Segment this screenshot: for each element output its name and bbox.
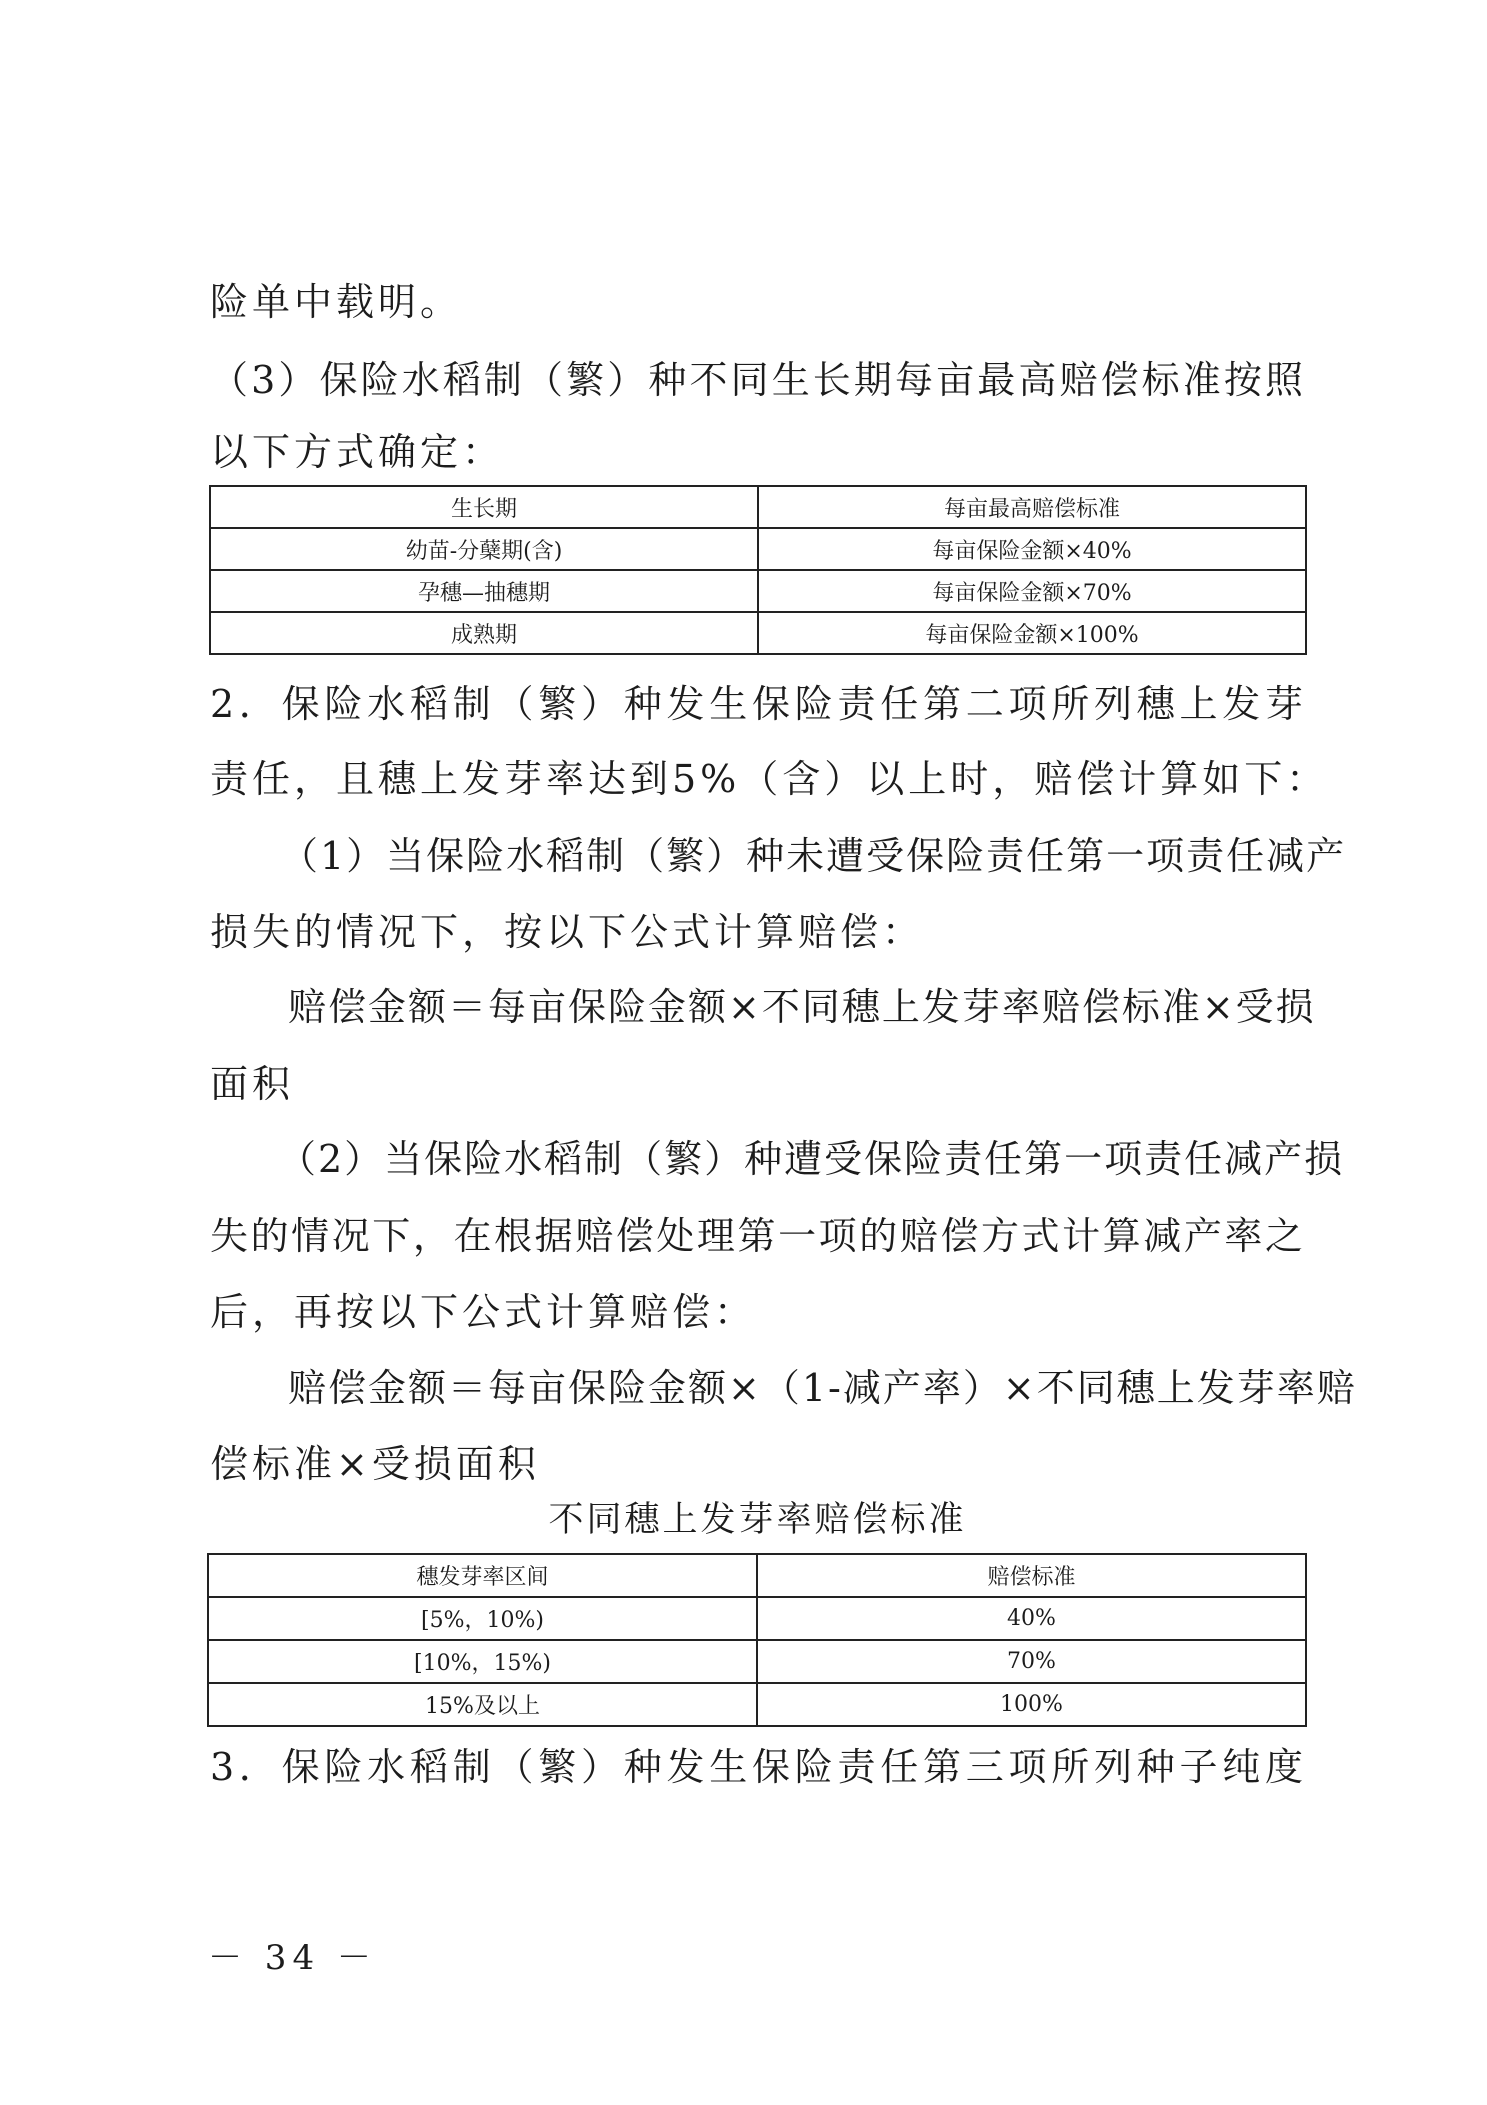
paragraph-line: 2．保险水稻制（繁）种发生保险责任第二项所列穗上发芽 bbox=[210, 682, 1305, 726]
table-cell: 每亩保险金额×70% bbox=[758, 570, 1306, 612]
paragraph-line: 失的情况下，在根据赔偿处理第一项的赔偿方式计算减产率之 bbox=[210, 1214, 1305, 1258]
formula-line: 偿标准×受损面积 bbox=[210, 1442, 540, 1486]
table-header-cell: 穗发芽率区间 bbox=[208, 1554, 757, 1597]
table-cell: 15%及以上 bbox=[208, 1683, 757, 1726]
paragraph-line: 3．保险水稻制（繁）种发生保险责任第三项所列种子纯度 bbox=[210, 1745, 1305, 1789]
table-cell: 40% bbox=[757, 1597, 1306, 1640]
table-row bbox=[208, 1683, 1306, 1726]
page-number: － 34 － bbox=[208, 1938, 377, 1978]
table-row bbox=[210, 528, 1306, 570]
table-cell: 70% bbox=[757, 1640, 1306, 1683]
table-header-cell: 赔偿标准 bbox=[757, 1554, 1306, 1597]
table-header-row bbox=[210, 486, 1306, 528]
paragraph-line: （2）当保险水稻制（繁）种遭受保险责任第一项责任减产损 bbox=[278, 1137, 1345, 1181]
table-header-row bbox=[208, 1554, 1306, 1597]
table-cell: 幼苗-分蘖期(含) bbox=[210, 528, 758, 570]
table-row bbox=[208, 1597, 1306, 1640]
paragraph-line: 以下方式确定： bbox=[210, 430, 505, 474]
table-row bbox=[210, 570, 1306, 612]
table-header-cell: 每亩最高赔偿标准 bbox=[758, 486, 1306, 528]
paragraph-line: （3）保险水稻制（繁）种不同生长期每亩最高赔偿标准按照 bbox=[210, 358, 1305, 402]
table-row bbox=[210, 612, 1306, 654]
paragraph-line: 责任，且穗上发芽率达到5%（含）以上时，赔偿计算如下： bbox=[210, 757, 1329, 801]
paragraph-line: 后，再按以下公式计算赔偿： bbox=[210, 1290, 757, 1334]
table-cell: [5%，10%) bbox=[208, 1597, 757, 1640]
formula-line: 面积 bbox=[210, 1062, 295, 1106]
formula-line: 赔偿金额＝每亩保险金额×不同穗上发芽率赔偿标准×受损 bbox=[288, 985, 1316, 1029]
paragraph-line: 损失的情况下，按以下公式计算赔偿： bbox=[210, 910, 925, 954]
paragraph-line: 险单中载明。 bbox=[210, 280, 463, 324]
table-cell: 每亩保险金额×40% bbox=[758, 528, 1306, 570]
growth-stage-compensation-table bbox=[209, 485, 1307, 655]
sprouting-rate-compensation-table bbox=[207, 1553, 1307, 1727]
table-cell: 成熟期 bbox=[210, 612, 758, 654]
table-cell: 孕穗—抽穗期 bbox=[210, 570, 758, 612]
table-row bbox=[208, 1640, 1306, 1683]
table-cell: [10%，15%) bbox=[208, 1640, 757, 1683]
table-header-cell: 生长期 bbox=[210, 486, 758, 528]
table-caption: 不同穗上发芽率赔偿标准 bbox=[548, 1500, 967, 1540]
table-cell: 每亩保险金额×100% bbox=[758, 612, 1306, 654]
table-cell: 100% bbox=[757, 1683, 1306, 1726]
paragraph-line: （1）当保险水稻制（繁）种未遭受保险责任第一项责任减产 bbox=[280, 834, 1347, 878]
formula-line: 赔偿金额＝每亩保险金额×（1-减产率）×不同穗上发芽率赔 bbox=[288, 1366, 1357, 1410]
